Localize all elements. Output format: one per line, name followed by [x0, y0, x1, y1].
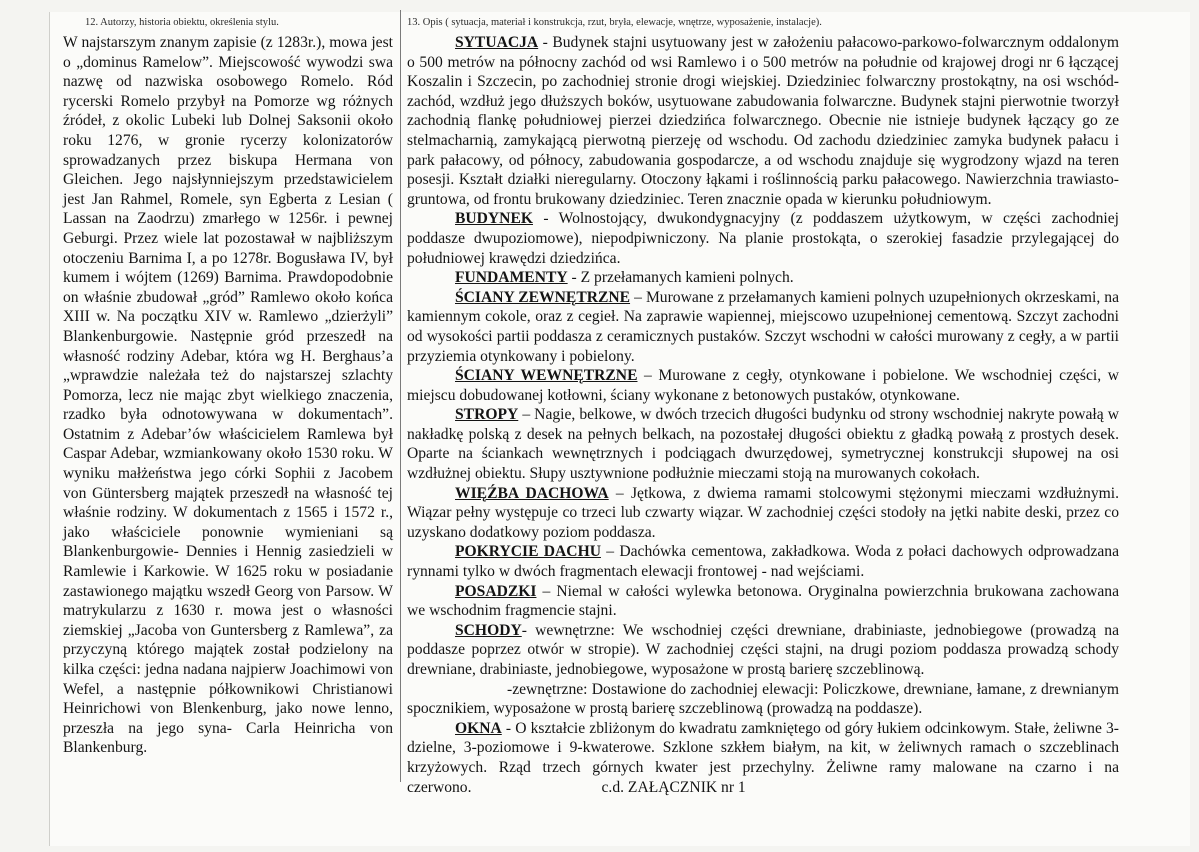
section-heading: POKRYCIE DACHU	[455, 543, 601, 561]
section-heading: OKNA	[455, 719, 502, 737]
section-sciany-zewnetrzne	[407, 288, 1119, 366]
section-heading: SYTUACJA	[455, 34, 539, 51]
section-sytuacja	[407, 33, 1119, 209]
section-heading: WIĘŹBA DACHOWA	[455, 484, 609, 502]
section-budynek	[407, 209, 1119, 268]
description-column	[407, 16, 1119, 797]
section-text: - O kształcie zbliżonym do kwadratu zamkniętego od góry łukiem odcinkowym. Stałe, żeliwne 3-dzielne, 3-poziomowe i 9-kwaterowe. Szklone szkłem białym, na kit, w żeliwnych ramach o szczeblinach krzyżowych. Rząd trzech górnych kwater jest przechylny. Żeliwne ramy malowane na czarno i na czerwono.	[407, 719, 1119, 796]
continuation-note: c.d. ZAŁĄCZNIK nr 1	[601, 778, 746, 796]
section-schody-zewnetrzne: -zewnętrzne: Dostawione do zachodniej elewacji: Policzkowe, drewniane, łamane, z drewnianym spocznikiem, wyposażone w prostą barierę szczeblinową (prowadzą na poddasze).	[407, 680, 1119, 718]
section-text: - Budynek stajni usytuowany jest w założeniu pałacowo-parkowo-folwarcznym oddalonym o 500 metrów na północny zachód od wsi Ramlewo i o 500 metrów na południe od krajowej drogi nr 6 łączącej Koszalin i Szczecin, po zachodniej stronie drogi wiejskiej. Dziedziniec folwarczny prostokątny, na osi wschód-zachód, wzdłuż jego dłuższych boków, usytuowane zabudowania folwarczne. Budynek stajni pierwotnie tworzył zachodnią flankę południowej pierzei dziedzińca folwarcznego. Obecnie nie istnieje budynek łączący go ze stelmacharnią, zamykającą pierwotną pierzeję od wschodu. Od zachodu dziedziniec zamyka budynek pałacu i park pałacowy, od północy, zabudowania gospodarcze, a od wschodu znajduje się wygrodzony wjazd na teren posesji. Kształt działki nieregularny. Otoczony łąkami i roślinnością parku pałacowego. Nawierzchnia trawiasto-gruntowa, od frontu brukowany dziedziniec. Teren znacznie opada w kierunku południowym.	[407, 34, 1119, 208]
section-fundamenty	[407, 268, 1119, 288]
section-heading: BUDYNEK	[455, 210, 533, 228]
section-heading: STROPY	[455, 406, 519, 424]
section-text: - wewnętrzne: We wschodniej części drewniane, drabiniaste, jednobiegowe (prowadzą na poddasze poprzez otwór w stropie). W zachodniej części stajni, na drugi poziom poddasza prowadzą schody drewniane, drabiniaste, jednobiegowe, wyposażone w prostą barierę szczeblinową.	[407, 621, 1119, 678]
section-text: – Murowane z przełamanych kamieni polnych uzupełnionych okrzeskami, na kamiennym cokole, oraz z cegieł. Na zaprawie wapiennej, miejscowo uzupełnionej cementową. Szczyt zachodni od wysokości partii poddasza z ceramicznych pustaków. Szczyt wschodni w całości murowany z cegły, a w partii przyziemia otynkowany i pobielony.	[407, 288, 1119, 365]
section-heading: ŚCIANY ZEWNĘTRZNE	[455, 288, 631, 306]
section-wiezba-dachowa	[407, 484, 1119, 543]
section-stropy	[407, 405, 1119, 483]
section-pokrycie-dachu	[407, 542, 1119, 581]
history-column	[63, 16, 393, 758]
history-text: W najstarszym znanym zapisie (z 1283r.), mowa jest o „dominus Ramelow”. Miejscowość wywodzi swa nazwę od nazwiska osobowego Romelo. Ród rycerski Romelo przybył na Pomorze wg różnych źródeł, z okolic Lubeki lub Dolnej Saksonii około roku 1276, w gronie rycerzy kolonizatorów sprowadzanych przez biskupa Hermana von Gleichen. Jego najsłynniejszym przedstawicielem jest Jan Rahmel, Romele, syn Egberta z Lesian ( Lassan na Zaodrzu) zmarłego w 1256r. i pewnej Geburgi. Przez wiele lat pozostawał w najbliższym otoczeniu Barnima I, a po 1278r. Bogusława IV, był kumem i wójtem (1269) Barnima. Prawdopodobnie on właśnie zbudował „gród” Ramlewo około końca XIII w. Na początku XIV w. Ramlewo „dzierżyli” Blankenburgowie. Następnie gród przeszedł na własność rodziny Adebar, która wg H. Berghaus’a „wprawdzie należała też do najstarszej szlachty Pomorza, lecz nie mając zbyt wielkiego znaczenia, rzadko była odnotowywana w dokumentach”. Ostatnim z Adebar’ów właścicielem Ramlewa był Caspar Adebar, wzmiankowany około 1530 roku. W wyniku małżeństwa jego córki Sophii z Jacobem von Güntersberg majątek przeszedł na własność tej właśnie rodziny. W dokumentach z 1565 i 1572 r., jako właściciele ponownie wymieniani są Blankenburgowie- Dennies i Hennig zasiedzieli w Ramlewie i Karkowie. W 1625 roku w posiadanie zastawionego majątku wszedł Georg von Parsow. W matrykularzu z 1630 r. mowa jest o własności ziemskiej „Jacoba von Guntersberg z Ramlewa”, za przyczyną którego majątek został podzielony na kilka części: jedna nadana najpierw Joachimowi von Wefel, a następnie półkownikowi Christianowi Heinrichowi von Blenkenburg, jako nowe lenno, przeszła na jego syna- Carla Heinricha von Blankenburg.	[63, 34, 393, 757]
section-text: - Wolnostojący, dwukondygnacyjny (z poddaszem użytkowym, w części zachodniej poddasze dwupoziomowe), niepodpiwniczony. Na planie prostokąta, o szerokiej fasadzie przylegającej do południowej krawędzi dziedzińca.	[407, 210, 1119, 267]
section-text: - Z przełamanych kamieni polnych.	[567, 269, 794, 287]
section-heading: SCHODY	[455, 621, 522, 639]
section-text: – Niemal w całości wylewka betonowa. Oryginalna powierzchnia brukowana zachowana we wschodnim fragmencie stajni.	[407, 582, 1119, 620]
section-heading: ŚCIANY WEWNĘTRZNE	[455, 367, 638, 385]
description-caption: 13. Opis ( sytuacja, materiał i konstrukcja, rzut, bryła, elewacje, wnętrze, wyposażenie, instalacje).	[407, 17, 822, 28]
column-divider	[400, 10, 401, 782]
section-heading: FUNDAMENTY	[455, 269, 568, 287]
section-text: – Jętkowa, z dwiema ramami stolcowymi stężonymi mieczami wzdłużnymi. Wiązar pełny występuje co trzeci lub czwarty wiązar. W zachodniej części stodoły na jętki nabite deski, przez co uzyskano dodatkowy poziom poddasza.	[407, 484, 1119, 541]
section-schody	[407, 621, 1119, 680]
section-sciany-wewnetrzne	[407, 366, 1119, 405]
history-caption: 12. Autorzy, historia obiektu, określenia stylu.	[85, 17, 279, 28]
section-text: – Nagie, belkowe, w dwóch trzecich długości budynku od strony wschodniej nakryte powałą w nakładkę polską z desek na pełnych belkach, na pozostałej długości obiektu z gładką powałą z prostych desek. Oparte na ściankach wewnętrznych i podciągach dwurzędowej, symetrycznej konstrukcji słupowej na osi wzdłużnej obiektu. Słupy usztywnione podłużnie mieczami stoją na murowanych cokołach.	[407, 406, 1119, 483]
section-heading: POSADZKI	[455, 582, 537, 600]
section-text: – Dachówka cementowa, zakładkowa. Woda z połaci dachowych odprowadzana rynnami tylko w dwóch fragmentach elewacji frontowej - nad wejściami.	[407, 543, 1120, 581]
section-text: – Murowane z cegły, otynkowane i pobielone. We wschodniej części, w miejscu dobudowanej kotłowni, ściany wykonane z betonowych pustaków, otynkowane.	[407, 367, 1119, 404]
section-posadzki	[407, 582, 1119, 621]
section-okna	[407, 719, 1119, 797]
